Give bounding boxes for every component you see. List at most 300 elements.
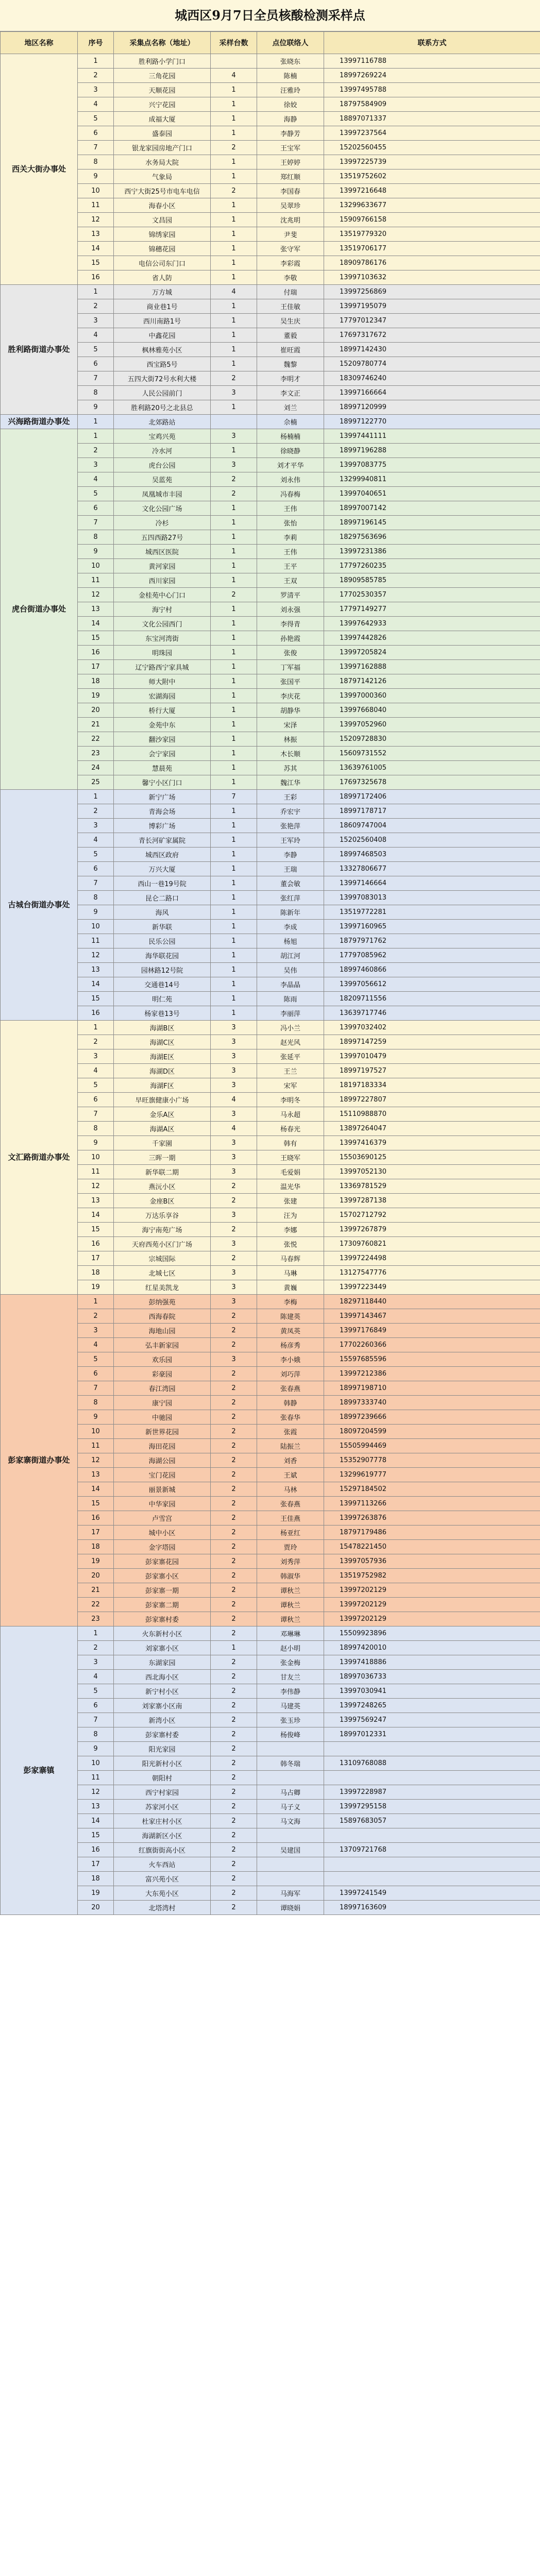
site-name: 金乐A区: [114, 1107, 211, 1122]
contact-person: 林振: [257, 732, 324, 747]
sampling-count: 1: [211, 602, 257, 617]
table-row: [1, 660, 540, 674]
sampling-count: 1: [211, 256, 257, 270]
table-row: [1, 530, 540, 545]
table-row: [1, 371, 540, 386]
table-row: [1, 992, 540, 1006]
contact-person: 陈楠: [257, 69, 324, 83]
table-row: [1, 1872, 540, 1886]
sampling-count: 3: [211, 458, 257, 472]
contact-person: 马琳: [257, 1266, 324, 1280]
row-number: 2: [78, 1035, 114, 1049]
contact-phone: 18997197527: [324, 1064, 540, 1078]
contact-person: 李明才: [257, 371, 324, 386]
row-number: 7: [78, 516, 114, 530]
table-row: [1, 1280, 540, 1295]
contact-person: 木长顺: [257, 747, 324, 761]
sampling-count: 3: [211, 1208, 257, 1223]
contact-phone: 18997198710: [324, 1381, 540, 1396]
table-row: [1, 1713, 540, 1727]
table-row: [1, 948, 540, 963]
row-number: 6: [78, 1093, 114, 1107]
site-name: 金桂苑中心门口: [114, 588, 211, 602]
sampling-count: 3: [211, 1237, 257, 1251]
site-name: 彭家寨二期: [114, 1598, 211, 1612]
contact-phone: 13299940811: [324, 472, 540, 487]
site-name: 海湖B区: [114, 1021, 211, 1035]
row-number: 18: [78, 1540, 114, 1554]
site-name: 虎台公园: [114, 458, 211, 472]
sampling-count: 1: [211, 1641, 257, 1655]
row-number: 4: [78, 1064, 114, 1078]
sampling-count: 1: [211, 948, 257, 963]
site-name: 万方城: [114, 285, 211, 299]
row-number: 16: [78, 646, 114, 660]
contact-phone: 13997256869: [324, 285, 540, 299]
row-number: 6: [78, 501, 114, 516]
site-name: 民乐公园: [114, 934, 211, 948]
site-name: 文化公园西门: [114, 617, 211, 631]
contact-person: 杨亚红: [257, 1526, 324, 1540]
sampling-count: 3: [211, 1021, 257, 1035]
contact-phone: 15202560455: [324, 141, 540, 155]
row-number: 2: [78, 1309, 114, 1324]
site-name: 海湖公园: [114, 1453, 211, 1468]
contact-person: 李静: [257, 848, 324, 862]
site-name: 千家園: [114, 1136, 211, 1150]
site-name: 商业巷1号: [114, 299, 211, 314]
contact-phone: 13997116788: [324, 54, 540, 69]
sampling-count: 2: [211, 1482, 257, 1497]
table-row: [1, 1439, 540, 1453]
contact-phone: 13997228987: [324, 1785, 540, 1800]
contact-phone: 15909766158: [324, 213, 540, 227]
contact-phone: 18997172406: [324, 790, 540, 804]
contact-phone: 15202560408: [324, 833, 540, 848]
table-row: [1, 155, 540, 170]
site-name: 会宁家园: [114, 747, 211, 761]
table-row: [1, 458, 540, 472]
contact-phone: 17797149277: [324, 602, 540, 617]
table-row: [1, 631, 540, 646]
contact-person: 付瑞: [257, 285, 324, 299]
row-number: 21: [78, 1583, 114, 1598]
table-row: [1, 256, 540, 270]
sampling-count: 1: [211, 213, 257, 227]
contact-person: 王晓军: [257, 1150, 324, 1165]
contact-phone: 13997202129: [324, 1583, 540, 1598]
contact-phone: 17797085962: [324, 948, 540, 963]
sampling-count: 2: [211, 1655, 257, 1670]
site-name: 宝鸡兴苑: [114, 429, 211, 444]
contact-person: 郑红顺: [257, 170, 324, 184]
site-name: 彭家寨小区: [114, 1569, 211, 1583]
table-row: [1, 674, 540, 689]
row-number: 2: [78, 69, 114, 83]
row-number: 18: [78, 1266, 114, 1280]
table-row: [1, 1583, 540, 1598]
contact-phone: 13997146664: [324, 876, 540, 891]
row-number: 11: [78, 1165, 114, 1179]
sampling-count: 3: [211, 1280, 257, 1295]
sampling-count: 1: [211, 646, 257, 660]
sampling-count: 1: [211, 530, 257, 545]
contact-person: 王佳燕: [257, 1511, 324, 1526]
contact-person: 罗清平: [257, 588, 324, 602]
row-number: 2: [78, 1641, 114, 1655]
site-name: 西宝路5号: [114, 357, 211, 371]
table-row: [1, 977, 540, 992]
row-number: 19: [78, 1554, 114, 1569]
contact-person: 海静: [257, 112, 324, 126]
table-row: [1, 472, 540, 487]
site-name: 西川家园: [114, 573, 211, 588]
row-number: 17: [78, 1526, 114, 1540]
contact-phone: 13997441111: [324, 429, 540, 444]
site-name: 明仁苑: [114, 992, 211, 1006]
sampling-count: 1: [211, 617, 257, 631]
row-number: 12: [78, 213, 114, 227]
sampling-count: 2: [211, 1626, 257, 1641]
row-number: 3: [78, 1049, 114, 1064]
site-name: 燕沅小区: [114, 1179, 211, 1194]
contact-person: 马建英: [257, 1699, 324, 1713]
contact-person: 孙艳霞: [257, 631, 324, 646]
row-number: 14: [78, 977, 114, 992]
sampling-count: 1: [211, 314, 257, 328]
contact-phone: 17702260366: [324, 1338, 540, 1352]
table-row: [1, 1006, 540, 1021]
site-name: 西海春院: [114, 1309, 211, 1324]
site-name: 成福大厦: [114, 112, 211, 126]
site-name: 北城七区: [114, 1266, 211, 1280]
row-number: 10: [78, 1425, 114, 1439]
site-name: 海春小区: [114, 198, 211, 213]
row-number: 13: [78, 227, 114, 242]
contact-person: 王婷婷: [257, 155, 324, 170]
row-number: 10: [78, 1150, 114, 1165]
sampling-count: 2: [211, 1381, 257, 1396]
contact-phone: 13997083775: [324, 458, 540, 472]
row-number: 12: [78, 948, 114, 963]
contact-phone: 18297118440: [324, 1295, 540, 1309]
contact-person: 张春华: [257, 1410, 324, 1425]
sampling-count: 1: [211, 934, 257, 948]
site-name: 中鑫花园: [114, 328, 211, 343]
site-name: 新华联: [114, 920, 211, 934]
contact-person: 谭秋兰: [257, 1598, 324, 1612]
sampling-count: 1: [211, 155, 257, 170]
sampling-count: 2: [211, 1814, 257, 1828]
contact-phone: 15897683057: [324, 1814, 540, 1828]
table-row: [1, 602, 540, 617]
contact-person: 王平: [257, 559, 324, 573]
row-number: 15: [78, 1497, 114, 1511]
contact-phone: 13997056612: [324, 977, 540, 992]
row-number: 16: [78, 1006, 114, 1021]
contact-phone: [324, 1742, 540, 1756]
contact-person: 张怡: [257, 516, 324, 530]
row-number: 18: [78, 1872, 114, 1886]
row-number: 1: [78, 415, 114, 429]
contact-person: 张春燕: [257, 1497, 324, 1511]
contact-phone: 13997176849: [324, 1324, 540, 1338]
sampling-count: 1: [211, 97, 257, 112]
contact-person: 魏黎: [257, 357, 324, 371]
contact-phone: 13997495788: [324, 83, 540, 97]
table-row: [1, 1165, 540, 1179]
row-number: 3: [78, 1655, 114, 1670]
contact-person: 黄凤英: [257, 1324, 324, 1338]
row-number: 5: [78, 848, 114, 862]
table-row: [1, 126, 540, 141]
table-row: [1, 920, 540, 934]
row-number: 14: [78, 1208, 114, 1223]
row-number: 8: [78, 1727, 114, 1742]
site-name: 海宁村: [114, 602, 211, 617]
contact-phone: 13997416379: [324, 1136, 540, 1150]
table-row: [1, 501, 540, 516]
contact-person: 刘香: [257, 1453, 324, 1468]
sampling-count: 3: [211, 1049, 257, 1064]
site-name: 锦穗花园: [114, 242, 211, 256]
site-name: 西宁村家园: [114, 1785, 211, 1800]
row-number: 15: [78, 256, 114, 270]
row-number: 17: [78, 660, 114, 674]
contact-person: 李静芳: [257, 126, 324, 141]
sampling-count: 2: [211, 1612, 257, 1626]
table-row: [1, 444, 540, 458]
row-number: 3: [78, 819, 114, 833]
site-name: 慧晨苑: [114, 761, 211, 775]
site-name: 翻沙家园: [114, 732, 211, 747]
sampling-count: 3: [211, 1064, 257, 1078]
sampling-count: 1: [211, 242, 257, 256]
site-name: 阳光家园: [114, 1742, 211, 1756]
contact-person: 杨春光: [257, 1122, 324, 1136]
table-row: [1, 1511, 540, 1526]
contact-person: 张俊: [257, 646, 324, 660]
contact-phone: 13997202129: [324, 1598, 540, 1612]
district-name: 胜利路街道办事处: [1, 285, 78, 415]
district-name: 文汇路街道办事处: [1, 1021, 78, 1295]
contact-person: 毛爱娟: [257, 1165, 324, 1179]
sampling-count: 1: [211, 270, 257, 285]
row-number: 7: [78, 141, 114, 155]
sampling-count: 2: [211, 1554, 257, 1569]
contact-person: 张国平: [257, 674, 324, 689]
column-header-contact-person: 点位联络人: [257, 32, 324, 54]
row-number: 5: [78, 1352, 114, 1367]
contact-phone: 13997195079: [324, 299, 540, 314]
sampling-count: 3: [211, 1136, 257, 1150]
row-number: 18: [78, 674, 114, 689]
table-row: [1, 963, 540, 977]
contact-phone: 18997468503: [324, 848, 540, 862]
sampling-count: 1: [211, 112, 257, 126]
contact-phone: 13997231386: [324, 545, 540, 559]
contact-person: 丁军福: [257, 660, 324, 674]
sampling-count: 3: [211, 1150, 257, 1165]
sampling-count: 1: [211, 170, 257, 184]
contact-phone: 15209780774: [324, 357, 540, 371]
row-number: 4: [78, 97, 114, 112]
sampling-count: 2: [211, 1439, 257, 1453]
row-number: 11: [78, 1771, 114, 1785]
contact-person: 张守军: [257, 242, 324, 256]
contact-person: 陈雨: [257, 992, 324, 1006]
site-name: 彭纳强苑: [114, 1295, 211, 1309]
row-number: 6: [78, 126, 114, 141]
row-number: 1: [78, 790, 114, 804]
table-row: [1, 1410, 540, 1425]
site-name: 东湖家园: [114, 1655, 211, 1670]
sampling-count: 2: [211, 1886, 257, 1901]
table-row: [1, 487, 540, 501]
sampling-count: 1: [211, 977, 257, 992]
site-name: 人民公园前门: [114, 386, 211, 400]
sampling-count: 3: [211, 1078, 257, 1093]
contact-person: [257, 1742, 324, 1756]
sampling-count: 2: [211, 1223, 257, 1237]
sampling-count: 2: [211, 1598, 257, 1612]
contact-person: 汪为: [257, 1208, 324, 1223]
district-name: 西关大街办事处: [1, 54, 78, 285]
sampling-count: 7: [211, 790, 257, 804]
contact-person: 张霞: [257, 1425, 324, 1439]
site-name: 北塔湾村: [114, 1901, 211, 1915]
table-row: [1, 1381, 540, 1396]
row-number: 6: [78, 1699, 114, 1713]
row-number: 23: [78, 747, 114, 761]
site-name: 刘家寨小区: [114, 1641, 211, 1655]
row-number: 16: [78, 270, 114, 285]
site-name: 新宁广场: [114, 790, 211, 804]
contact-phone: 13997040651: [324, 487, 540, 501]
contact-phone: 18797971762: [324, 934, 540, 948]
table-row: [1, 1742, 540, 1756]
sampling-count: 1: [211, 328, 257, 343]
table-row: [1, 559, 540, 573]
row-number: 2: [78, 804, 114, 819]
contact-person: 邓琳琳: [257, 1626, 324, 1641]
table-row: [1, 198, 540, 213]
site-name: 新湾小区: [114, 1713, 211, 1727]
contact-person: [257, 1828, 324, 1843]
table-row: [1, 1670, 540, 1684]
table-row: [1, 141, 540, 155]
contact-phone: [324, 1828, 540, 1843]
contact-phone: 13897264047: [324, 1122, 540, 1136]
contact-phone: 13709721768: [324, 1843, 540, 1857]
row-number: 10: [78, 184, 114, 198]
row-number: 20: [78, 1569, 114, 1583]
contact-phone: 13299633677: [324, 198, 540, 213]
table-row: [1, 1324, 540, 1338]
sampling-count: 2: [211, 1179, 257, 1194]
sampling-count: 1: [211, 545, 257, 559]
row-number: 16: [78, 1237, 114, 1251]
table-row: [1, 400, 540, 415]
sampling-count: 1: [211, 905, 257, 920]
sampling-count: 1: [211, 891, 257, 905]
site-name: 刘家寨小区南: [114, 1699, 211, 1713]
table-row: [1, 1367, 540, 1381]
row-number: 9: [78, 545, 114, 559]
sampling-count: 1: [211, 343, 257, 357]
sampling-count: 1: [211, 761, 257, 775]
sampling-count: 2: [211, 1324, 257, 1338]
sampling-count: 2: [211, 1785, 257, 1800]
site-name: 火车西站: [114, 1857, 211, 1872]
site-name: 弘丰新家园: [114, 1338, 211, 1352]
contact-phone: 13997052130: [324, 1165, 540, 1179]
table-row: [1, 1684, 540, 1699]
contact-person: 崔旺霞: [257, 343, 324, 357]
district-name: 彭家寨镇: [1, 1626, 78, 1915]
row-number: 13: [78, 1194, 114, 1208]
site-name: 杜家庄村小区: [114, 1814, 211, 1828]
contact-phone: 13997418886: [324, 1655, 540, 1670]
row-number: 8: [78, 386, 114, 400]
contact-phone: 13997000360: [324, 689, 540, 703]
table-row: [1, 848, 540, 862]
contact-phone: 13997295158: [324, 1800, 540, 1814]
table-row: [1, 97, 540, 112]
table-row: [1, 1756, 540, 1771]
row-number: 21: [78, 718, 114, 732]
contact-person: 张建: [257, 1194, 324, 1208]
row-number: 8: [78, 1122, 114, 1136]
row-number: 7: [78, 876, 114, 891]
contact-phone: 13997225739: [324, 155, 540, 170]
row-number: 15: [78, 1223, 114, 1237]
contact-phone: 15297184502: [324, 1482, 540, 1497]
site-name: 胜利路小学门口: [114, 54, 211, 69]
contact-phone: 13997030941: [324, 1684, 540, 1699]
sampling-count: 2: [211, 1511, 257, 1526]
sampling-site-table: [0, 31, 540, 1915]
table-row: [1, 934, 540, 948]
contact-phone: 15209728830: [324, 732, 540, 747]
contact-person: 陈新年: [257, 905, 324, 920]
contact-phone: 13997166664: [324, 386, 540, 400]
site-name: 大东苑小区: [114, 1886, 211, 1901]
table-row: [1, 1453, 540, 1468]
table-row: [1, 1612, 540, 1626]
contact-phone: 18909585785: [324, 573, 540, 588]
site-name: 辽宁路西宁家具城: [114, 660, 211, 674]
contact-phone: 13997083013: [324, 891, 540, 905]
site-name: 红星美凯龙: [114, 1280, 211, 1295]
contact-phone: 13639761005: [324, 761, 540, 775]
sampling-count: 1: [211, 227, 257, 242]
contact-phone: 13997237564: [324, 126, 540, 141]
sampling-count: 4: [211, 1093, 257, 1107]
contact-person: 吴翠珍: [257, 198, 324, 213]
table-row: [1, 299, 540, 314]
sampling-count: 2: [211, 1468, 257, 1482]
table-row: [1, 1540, 540, 1554]
table-row: [1, 775, 540, 790]
contact-person: 杨旭: [257, 934, 324, 948]
site-name: 彭家寨一期: [114, 1583, 211, 1598]
row-number: 14: [78, 1482, 114, 1497]
site-name: 中驰园: [114, 1410, 211, 1425]
contact-person: 温光华: [257, 1179, 324, 1194]
table-row: [1, 819, 540, 833]
site-name: 胜利路20号之北县总: [114, 400, 211, 415]
